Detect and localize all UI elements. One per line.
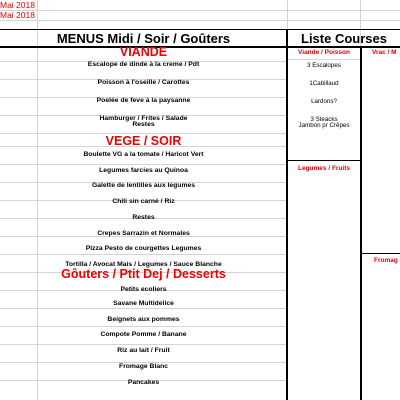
menu-item[interactable]: Compote Pomme / Banane bbox=[100, 331, 187, 338]
menu-item[interactable]: Pizza Pesto de courgettes Legumes bbox=[85, 245, 202, 252]
menu-item[interactable]: Restes bbox=[132, 121, 155, 128]
courses-category-legumes: Legumes / Fruits bbox=[297, 165, 350, 172]
courses-item[interactable]: Lardons? bbox=[311, 98, 337, 105]
menu-item[interactable]: Restes bbox=[132, 214, 155, 221]
menu-item[interactable]: Legumes farcies au Quinoa bbox=[99, 167, 188, 174]
menu-item[interactable]: Petits ecoliers bbox=[120, 286, 167, 293]
courses-category-vrac: Vrac / M bbox=[372, 49, 397, 56]
section-title-vege: VEGE / SOIR bbox=[105, 134, 182, 148]
menu-item[interactable]: Hamburger / Frites / Salade bbox=[99, 115, 188, 122]
courses-item[interactable]: 1Cabillaud bbox=[309, 80, 339, 87]
menu-item[interactable]: Escalope de dinde à la creme / Pdt bbox=[87, 61, 200, 68]
menu-item[interactable]: Crepes Sarrazin et Normales bbox=[97, 230, 190, 237]
date-cell: Mai 2018 bbox=[0, 10, 35, 20]
gridline bbox=[0, 10, 400, 11]
menu-item[interactable]: Poisson à l'oseille / Carottes bbox=[97, 79, 190, 86]
menu-item[interactable]: Boulette VG a la tomate / Haricot Vert bbox=[83, 151, 204, 158]
menu-item[interactable]: Chili sin carné / Riz bbox=[112, 198, 175, 205]
menu-item[interactable]: Fromage Blanc bbox=[118, 363, 169, 370]
menu-item[interactable]: Beignets aux pommes bbox=[107, 316, 180, 323]
courses-column-divider bbox=[360, 46, 362, 400]
gridline bbox=[0, 20, 400, 21]
courses-header: Liste Courses bbox=[301, 31, 387, 46]
courses-item[interactable]: 3 Steacks bbox=[310, 116, 338, 123]
courses-category-viande: Viande / Poisson bbox=[298, 49, 350, 56]
courses-item[interactable]: Jambon pr Crêpes bbox=[298, 122, 350, 129]
courses-category-fromage: Fromag bbox=[374, 257, 398, 264]
menu-item[interactable]: Tortilla / Avocat Mais / Legumes / Sauce Blanche bbox=[65, 261, 222, 268]
menu-item[interactable]: Galette de lentilles aux legumes bbox=[91, 182, 196, 189]
courses-item[interactable]: 3 Escalopes bbox=[307, 62, 341, 69]
menu-item[interactable]: Riz au lait / Fruit bbox=[117, 347, 170, 354]
menu-item[interactable]: Savane Multidelice bbox=[113, 300, 174, 307]
date-cell: Mai 2018 bbox=[0, 0, 35, 10]
menu-item[interactable]: Poelée de feve à la paysanne bbox=[96, 97, 191, 104]
menus-header: MENUS Midi / Soir / Goûters bbox=[56, 31, 231, 46]
section-title-gouters: Gôuters / Ptit Dej / Desserts bbox=[61, 267, 226, 281]
section-title-viande: VIANDE bbox=[119, 45, 168, 59]
category-divider bbox=[288, 160, 360, 161]
menu-item[interactable]: Pancakes bbox=[127, 379, 160, 386]
